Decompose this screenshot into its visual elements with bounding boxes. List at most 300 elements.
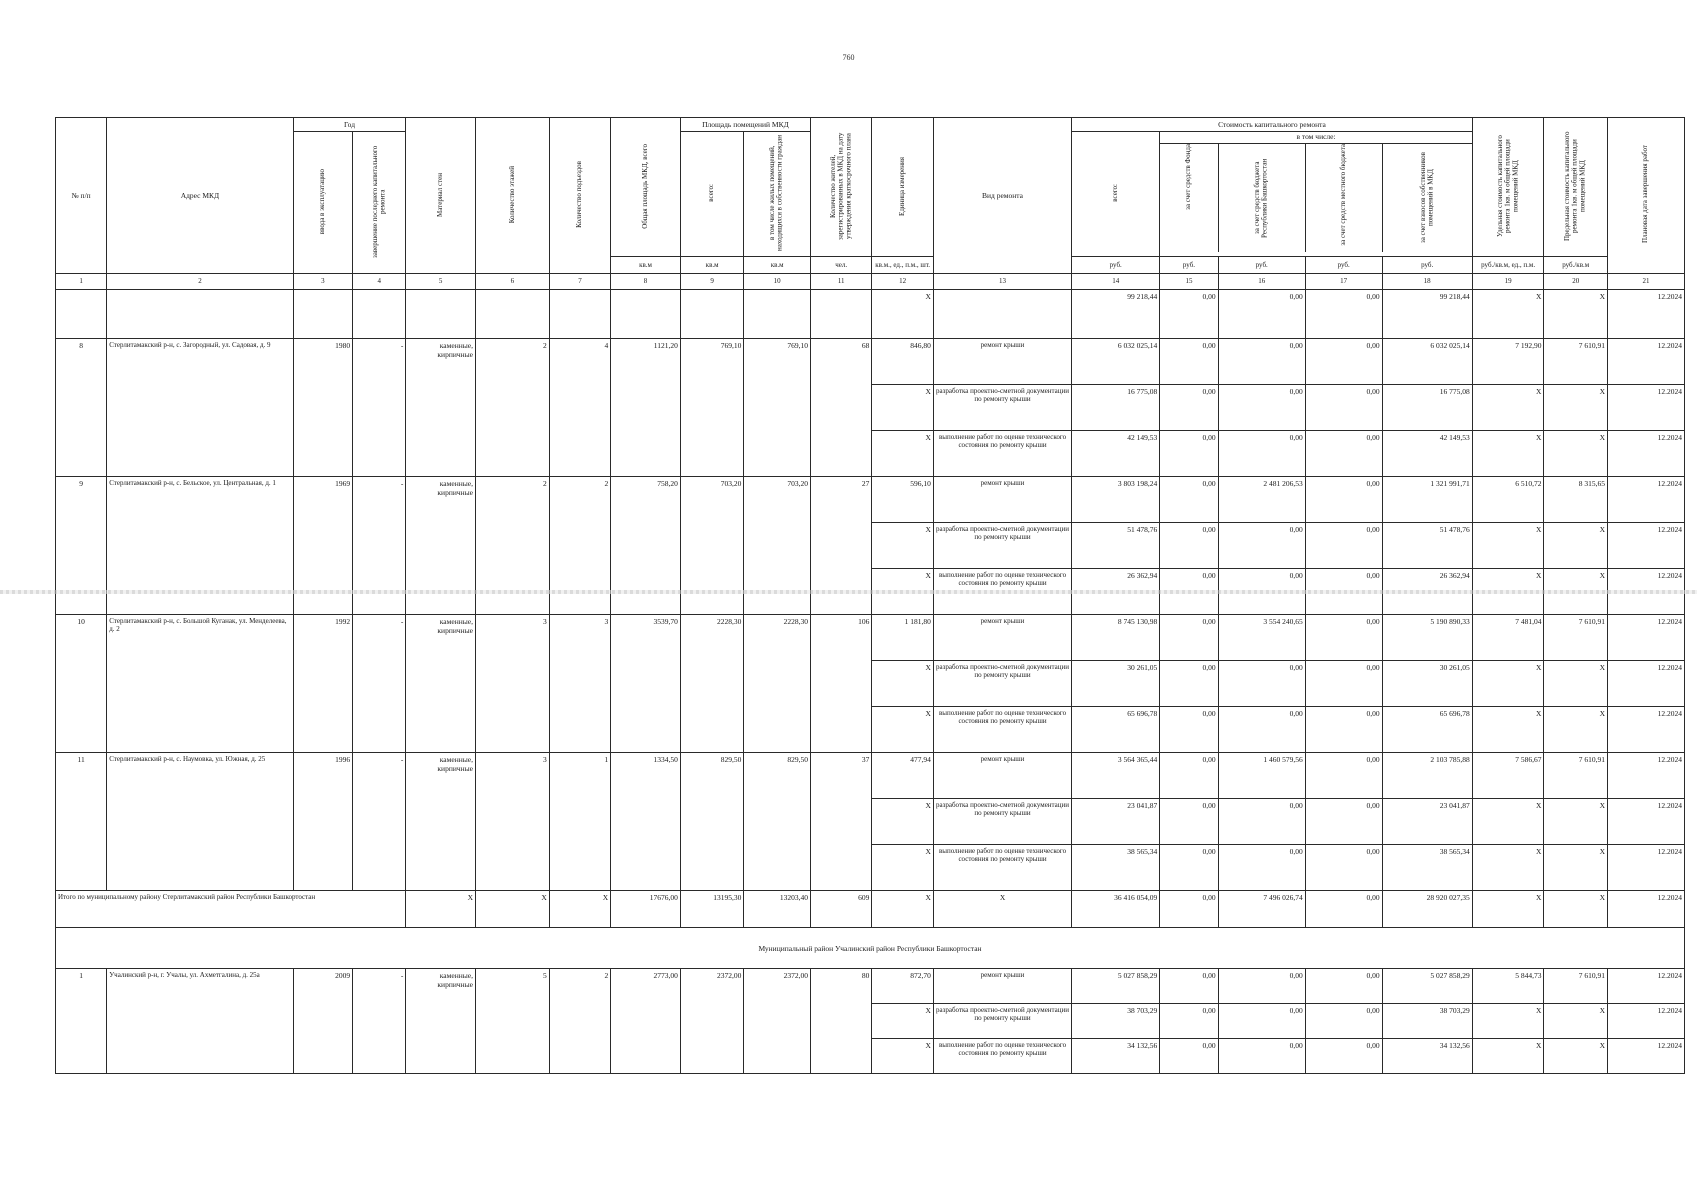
unit-cell: кв.м., ед., п.м., шт.: [872, 257, 933, 274]
entrances-cell: 2: [549, 969, 610, 1074]
total-fund-cell: 0,00: [1160, 891, 1218, 928]
cost-owners-cell: 51 478,76: [1382, 523, 1472, 569]
entrances-cell: 4: [549, 339, 610, 477]
year-repair-cell: -: [353, 615, 406, 753]
cost-local-cell: 0,00: [1305, 385, 1382, 431]
header-cost-group: Стоимость капитального ремонта: [1072, 118, 1473, 132]
column-number: 5: [406, 274, 476, 290]
cost-total-cell: 8 745 130,98: [1072, 615, 1160, 661]
floors-cell: 3: [476, 753, 550, 891]
table-body: [56, 290, 1685, 1074]
cost-total-cell: 3 564 365,44: [1072, 753, 1160, 799]
empty-cell: [611, 290, 681, 339]
cost-total-cell: 34 132,56: [1072, 1039, 1160, 1074]
unit-cell: руб.: [1305, 257, 1382, 274]
work-unit-cell: X: [872, 1004, 933, 1039]
header-year-last-repair: завершение последнего капитального ремонта: [353, 132, 406, 274]
table-row: [56, 753, 1685, 799]
limit-cost-cell: X: [1544, 845, 1608, 891]
cost-owners-cell: 42 149,53: [1382, 431, 1472, 477]
header-entrances: Количество подъездов: [549, 118, 610, 274]
cost-republic-cell: 0,00: [1218, 1004, 1305, 1039]
deadline-cell: 12.2024: [1607, 799, 1684, 845]
cost-fund-cell: 0,00: [1160, 431, 1218, 477]
cost-fund-cell: 0,00: [1160, 969, 1218, 1004]
header-wall-material: Материал стен: [406, 118, 476, 274]
cost-total-cell: 26 362,94: [1072, 569, 1160, 615]
cost-republic-cell: 0,00: [1218, 339, 1305, 385]
work-type-cell: ремонт крыши: [933, 477, 1071, 523]
header-premises-total: всего:: [680, 132, 744, 257]
total-total-cell: 36 416 054,09: [1072, 891, 1160, 928]
header-limit-cost: Предельная стоимость капитального ремонта 1кв. м общей площади помещений МКД: [1544, 118, 1608, 257]
deadline-cell: 12.2024: [1607, 523, 1684, 569]
column-number: 16: [1218, 274, 1305, 290]
entrances-cell: 2: [549, 477, 610, 615]
total-residents-cell: 609: [810, 891, 871, 928]
floors-cell: 2: [476, 339, 550, 477]
cost-total-cell: 23 041,87: [1072, 799, 1160, 845]
empty-cell: [476, 290, 550, 339]
cost-local-cell: 0,00: [1305, 707, 1382, 753]
cost-local-cell: 0,00: [1305, 290, 1382, 339]
cost-republic-cell: 0,00: [1218, 799, 1305, 845]
year-built-cell: 2009: [293, 969, 352, 1074]
deadline-cell: 12.2024: [1607, 431, 1684, 477]
cost-local-cell: 0,00: [1305, 799, 1382, 845]
cost-local-cell: 0,00: [1305, 1039, 1382, 1074]
deadline-cell: 12.2024: [1607, 1039, 1684, 1074]
cost-fund-cell: 0,00: [1160, 523, 1218, 569]
work-unit-cell: X: [872, 707, 933, 753]
cost-total-cell: 99 218,44: [1072, 290, 1160, 339]
header-year-commissioning: ввода в эксплуатацию: [293, 132, 352, 274]
total-area-cell: 3539,70: [611, 615, 681, 753]
premises-owned-cell: 703,20: [744, 477, 811, 615]
address-cell: Стерлитамакский р-н, с. Наумовка, ул. Южная, д. 25: [107, 753, 293, 891]
total-area-cell: 1334,50: [611, 753, 681, 891]
cost-total-cell: 6 032 025,14: [1072, 339, 1160, 385]
cost-total-cell: 65 696,78: [1072, 707, 1160, 753]
cost-republic-cell: 0,00: [1218, 569, 1305, 615]
work-type-cell: выполнение работ по оценке технического состояния по ремонту крыши: [933, 845, 1071, 891]
cost-owners-cell: 38 703,29: [1382, 1004, 1472, 1039]
work-type-cell: ремонт крыши: [933, 753, 1071, 799]
total-deadline-cell: 12.2024: [1607, 891, 1684, 928]
cost-owners-cell: 99 218,44: [1382, 290, 1472, 339]
cost-republic-cell: 0,00: [1218, 523, 1305, 569]
specific-cost-cell: X: [1472, 1039, 1544, 1074]
cost-local-cell: 0,00: [1305, 845, 1382, 891]
header-year-group: Год: [293, 118, 406, 132]
cost-republic-cell: 0,00: [1218, 385, 1305, 431]
cost-fund-cell: 0,00: [1160, 707, 1218, 753]
row-number-cell: 1: [56, 969, 107, 1074]
specific-cost-cell: X: [1472, 707, 1544, 753]
deadline-cell: 12.2024: [1607, 477, 1684, 523]
total-total-area-cell: 17676,00: [611, 891, 681, 928]
year-built-cell: 1996: [293, 753, 352, 891]
floors-cell: 5: [476, 969, 550, 1074]
row-number-cell: 9: [56, 477, 107, 615]
premises-owned-cell: 2228,30: [744, 615, 811, 753]
column-number: 8: [611, 274, 681, 290]
cost-fund-cell: 0,00: [1160, 845, 1218, 891]
limit-cost-cell: X: [1544, 1004, 1608, 1039]
premises-total-cell: 703,20: [680, 477, 744, 615]
specific-cost-cell: 5 844,73: [1472, 969, 1544, 1004]
work-unit-cell: X: [872, 799, 933, 845]
header-cost-local: за счет средств местного бюджета: [1306, 144, 1383, 252]
cost-owners-cell: 16 775,08: [1382, 385, 1472, 431]
year-built-cell: 1980: [293, 339, 352, 477]
specific-cost-cell: X: [1472, 431, 1544, 477]
column-number: 2: [107, 274, 293, 290]
cost-local-cell: 0,00: [1305, 339, 1382, 385]
unit-cell: руб.: [1382, 257, 1472, 274]
premises-owned-cell: 769,10: [744, 339, 811, 477]
work-type-cell: выполнение работ по оценке технического состояния по ремонту крыши: [933, 707, 1071, 753]
empty-cell: [744, 290, 811, 339]
work-type-cell: ремонт крыши: [933, 615, 1071, 661]
work-unit-cell: 846,80: [872, 339, 933, 385]
deadline-cell: 12.2024: [1607, 290, 1684, 339]
limit-cost-cell: X: [1544, 799, 1608, 845]
deadline-cell: 12.2024: [1607, 753, 1684, 799]
cost-total-cell: 38 703,29: [1072, 1004, 1160, 1039]
cost-fund-cell: 0,00: [1160, 799, 1218, 845]
limit-cost-cell: X: [1544, 707, 1608, 753]
section-row: [56, 928, 1685, 969]
column-number-row: [56, 274, 1685, 290]
cost-total-cell: 16 775,08: [1072, 385, 1160, 431]
column-number: 15: [1160, 274, 1218, 290]
limit-cost-cell: 7 610,91: [1544, 753, 1608, 799]
work-type-cell: выполнение работ по оценке технического состояния по ремонту крыши: [933, 1039, 1071, 1074]
deadline-cell: 12.2024: [1607, 707, 1684, 753]
deadline-cell: 12.2024: [1607, 569, 1684, 615]
total-limit-cell: X: [1544, 891, 1608, 928]
row-number-cell: 10: [56, 615, 107, 753]
address-cell: Стерлитамакский р-н, с. Загородный, ул. Садовая, д. 9: [107, 339, 293, 477]
total-label-cell: Итого по муниципальному району Стерлитамакский район Республики Башкортостан: [56, 891, 406, 928]
cost-fund-cell: 0,00: [1160, 290, 1218, 339]
specific-cost-cell: X: [1472, 385, 1544, 431]
specific-cost-cell: 6 510,72: [1472, 477, 1544, 523]
work-unit-cell: 872,70: [872, 969, 933, 1004]
work-unit-cell: 596,10: [872, 477, 933, 523]
total-area-cell: 2773,00: [611, 969, 681, 1074]
cost-fund-cell: 0,00: [1160, 477, 1218, 523]
work-unit-cell: X: [872, 1039, 933, 1074]
empty-cell: [107, 290, 293, 339]
page-number: 760: [842, 53, 855, 62]
cost-fund-cell: 0,00: [1160, 1004, 1218, 1039]
wall-material-cell: каменные, кирпичные: [406, 753, 476, 891]
header-repair-type: Вид ремонта: [933, 118, 1071, 274]
limit-cost-cell: 7 610,91: [1544, 339, 1608, 385]
cost-total-cell: 30 261,05: [1072, 661, 1160, 707]
cost-republic-cell: 2 481 206,53: [1218, 477, 1305, 523]
cost-owners-cell: 26 362,94: [1382, 569, 1472, 615]
work-unit-cell: 477,94: [872, 753, 933, 799]
year-repair-cell: -: [353, 753, 406, 891]
work-unit-cell: X: [872, 431, 933, 477]
residents-cell: 37: [810, 753, 871, 891]
column-number: 13: [933, 274, 1071, 290]
limit-cost-cell: X: [1544, 661, 1608, 707]
unit-cell: руб.: [1218, 257, 1305, 274]
work-unit-cell: X: [872, 845, 933, 891]
total-republic-cell: 7 496 026,74: [1218, 891, 1305, 928]
residents-cell: 80: [810, 969, 871, 1074]
specific-cost-cell: X: [1472, 523, 1544, 569]
specific-cost-cell: X: [1472, 569, 1544, 615]
capital-repair-table: [55, 117, 1685, 1074]
cost-owners-cell: 5 027 858,29: [1382, 969, 1472, 1004]
work-unit-cell: X: [872, 385, 933, 431]
deadline-cell: 12.2024: [1607, 385, 1684, 431]
column-number: 9: [680, 274, 744, 290]
specific-cost-cell: 7 481,04: [1472, 615, 1544, 661]
cost-local-cell: 0,00: [1305, 569, 1382, 615]
work-type-cell: разработка проектно-сметной документации по ремонту крыши: [933, 1004, 1071, 1039]
total-row: [56, 891, 1685, 928]
table-row: [56, 339, 1685, 385]
limit-cost-cell: 7 610,91: [1544, 615, 1608, 661]
residents-cell: 68: [810, 339, 871, 477]
total-premises-owned-cell: 13203,40: [744, 891, 811, 928]
cost-local-cell: 0,00: [1305, 753, 1382, 799]
unit-cell: руб.: [1072, 257, 1160, 274]
cost-republic-cell: 0,00: [1218, 661, 1305, 707]
scan-streak: [0, 590, 1697, 594]
header-premises-area-group: Площадь помещений МКД: [680, 118, 810, 132]
column-number: 11: [810, 274, 871, 290]
total-type-cell: X: [933, 891, 1071, 928]
column-number: 4: [353, 274, 406, 290]
work-type-cell: разработка проектно-сметной документации по ремонту крыши: [933, 661, 1071, 707]
work-type-cell: разработка проектно-сметной документации по ремонту крыши: [933, 385, 1071, 431]
table-row: [56, 969, 1685, 1004]
cost-republic-cell: 0,00: [1218, 290, 1305, 339]
cost-republic-cell: 0,00: [1218, 1039, 1305, 1074]
specific-cost-cell: X: [1472, 661, 1544, 707]
work-type-cell: [933, 290, 1071, 339]
header-cost-total: всего:: [1072, 132, 1160, 257]
empty-cell: [56, 290, 107, 339]
unit-cell: кв.м: [680, 257, 744, 274]
column-number: 17: [1305, 274, 1382, 290]
header-cost-republic: за счет средств бюджета Республики Башкортостан: [1219, 144, 1306, 252]
work-type-cell: выполнение работ по оценке технического состояния по ремонту крыши: [933, 569, 1071, 615]
limit-cost-cell: 7 610,91: [1544, 969, 1608, 1004]
deadline-cell: 12.2024: [1607, 845, 1684, 891]
premises-owned-cell: 2372,00: [744, 969, 811, 1074]
cost-owners-cell: 23 041,87: [1382, 799, 1472, 845]
premises-total-cell: 769,10: [680, 339, 744, 477]
deadline-cell: 12.2024: [1607, 339, 1684, 385]
row-number-cell: 11: [56, 753, 107, 891]
floors-cell: 3: [476, 615, 550, 753]
cost-total-cell: 5 027 858,29: [1072, 969, 1160, 1004]
total-local-cell: 0,00: [1305, 891, 1382, 928]
cost-owners-cell: 1 321 991,71: [1382, 477, 1472, 523]
limit-cost-cell: 8 315,65: [1544, 477, 1608, 523]
column-number: 19: [1472, 274, 1544, 290]
work-type-cell: разработка проектно-сметной документации по ремонту крыши: [933, 799, 1071, 845]
cost-owners-cell: 38 565,34: [1382, 845, 1472, 891]
cost-total-cell: 42 149,53: [1072, 431, 1160, 477]
header-unit-measure: Единица измерения: [872, 118, 933, 257]
premises-owned-cell: 829,50: [744, 753, 811, 891]
cost-fund-cell: 0,00: [1160, 339, 1218, 385]
column-number: 21: [1607, 274, 1684, 290]
wall-material-cell: каменные, кирпичные: [406, 477, 476, 615]
unit-cell: кв.м: [611, 257, 681, 274]
cost-total-cell: 38 565,34: [1072, 845, 1160, 891]
premises-total-cell: 829,50: [680, 753, 744, 891]
cost-local-cell: 0,00: [1305, 477, 1382, 523]
column-number: 12: [872, 274, 933, 290]
cost-republic-cell: 0,00: [1218, 707, 1305, 753]
cost-fund-cell: 0,00: [1160, 661, 1218, 707]
limit-cost-cell: X: [1544, 569, 1608, 615]
header-premises-owned: в том числе жилых помещений, находящихся в собственности граждан: [744, 132, 811, 257]
empty-cell: [353, 290, 406, 339]
limit-cost-cell: X: [1544, 1039, 1608, 1074]
empty-cell: [549, 290, 610, 339]
header-specific-cost: Удельная стоимость капитального ремонта 1кв. м общей площади помещений МКД: [1472, 118, 1544, 257]
cost-local-cell: 0,00: [1305, 523, 1382, 569]
table-row: [56, 290, 1685, 339]
cost-fund-cell: 0,00: [1160, 569, 1218, 615]
residents-cell: 27: [810, 477, 871, 615]
column-number: 7: [549, 274, 610, 290]
address-cell: Учалинский р-н, г. Учалы, ул. Ахметгалина, д. 25а: [107, 969, 293, 1074]
work-type-cell: ремонт крыши: [933, 339, 1071, 385]
work-type-cell: выполнение работ по оценке технического состояния по ремонту крыши: [933, 431, 1071, 477]
work-unit-cell: X: [872, 569, 933, 615]
deadline-cell: 12.2024: [1607, 661, 1684, 707]
year-built-cell: 1992: [293, 615, 352, 753]
total-area-cell: 758,20: [611, 477, 681, 615]
deadline-cell: 12.2024: [1607, 1004, 1684, 1039]
year-built-cell: 1969: [293, 477, 352, 615]
column-number: 3: [293, 274, 352, 290]
header-residents: Количество жителей, зарегистрированных в МКД на дату утверждения краткосрочного плана: [810, 118, 871, 257]
table-row: [56, 615, 1685, 661]
specific-cost-cell: X: [1472, 1004, 1544, 1039]
cost-republic-cell: 3 554 240,65: [1218, 615, 1305, 661]
work-unit-cell: X: [872, 523, 933, 569]
column-number: 10: [744, 274, 811, 290]
header-row-no: № п/п: [56, 118, 107, 274]
specific-cost-cell: 7 192,90: [1472, 339, 1544, 385]
cost-total-cell: 51 478,76: [1072, 523, 1160, 569]
work-unit-cell: X: [872, 290, 933, 339]
cost-republic-cell: 0,00: [1218, 969, 1305, 1004]
cost-owners-cell: 65 696,78: [1382, 707, 1472, 753]
work-unit-cell: 1 181,80: [872, 615, 933, 661]
column-number: 1: [56, 274, 107, 290]
total-floors-cell: X: [476, 891, 550, 928]
specific-cost-cell: X: [1472, 845, 1544, 891]
cost-total-cell: 3 803 198,24: [1072, 477, 1160, 523]
deadline-cell: 12.2024: [1607, 615, 1684, 661]
limit-cost-cell: X: [1544, 431, 1608, 477]
premises-total-cell: 2228,30: [680, 615, 744, 753]
header-floors: Количество этажей: [476, 118, 550, 274]
header-address: Адрес МКД: [107, 118, 293, 274]
year-repair-cell: -: [353, 969, 406, 1074]
cost-fund-cell: 0,00: [1160, 385, 1218, 431]
column-number: 14: [1072, 274, 1160, 290]
limit-cost-cell: X: [1544, 290, 1608, 339]
header-cost-including-group: [1160, 132, 1473, 257]
entrances-cell: 1: [549, 753, 610, 891]
cost-local-cell: 0,00: [1305, 431, 1382, 477]
premises-total-cell: 2372,00: [680, 969, 744, 1074]
year-repair-cell: -: [353, 339, 406, 477]
cost-local-cell: 0,00: [1305, 1004, 1382, 1039]
total-specific-cell: X: [1472, 891, 1544, 928]
empty-cell: [680, 290, 744, 339]
cost-local-cell: 0,00: [1305, 969, 1382, 1004]
deadline-cell: 12.2024: [1607, 969, 1684, 1004]
unit-cell: руб.: [1160, 257, 1218, 274]
unit-cell: чел.: [810, 257, 871, 274]
specific-cost-cell: X: [1472, 290, 1544, 339]
total-premises-total-cell: 13195,30: [680, 891, 744, 928]
wall-material-cell: каменные, кирпичные: [406, 969, 476, 1074]
cost-local-cell: 0,00: [1305, 615, 1382, 661]
unit-cell: руб./кв.м, ед., п.м.: [1472, 257, 1544, 274]
address-cell: Стерлитамакский р-н, с. Большой Куганак, ул. Менделеева, д. 2: [107, 615, 293, 753]
cost-owners-cell: 30 261,05: [1382, 661, 1472, 707]
floors-cell: 2: [476, 477, 550, 615]
column-number: 18: [1382, 274, 1472, 290]
limit-cost-cell: X: [1544, 385, 1608, 431]
residents-cell: 106: [810, 615, 871, 753]
cost-fund-cell: 0,00: [1160, 615, 1218, 661]
cost-owners-cell: 5 190 890,33: [1382, 615, 1472, 661]
address-cell: Стерлитамакский р-н, с. Бельское, ул. Центральная, д. 1: [107, 477, 293, 615]
table-row: [56, 477, 1685, 523]
cost-local-cell: 0,00: [1305, 661, 1382, 707]
work-unit-cell: X: [872, 661, 933, 707]
empty-cell: [810, 290, 871, 339]
cost-owners-cell: 2 103 785,88: [1382, 753, 1472, 799]
cost-fund-cell: 0,00: [1160, 753, 1218, 799]
cost-republic-cell: 1 460 579,56: [1218, 753, 1305, 799]
cost-owners-cell: 6 032 025,14: [1382, 339, 1472, 385]
unit-cell: кв.м: [744, 257, 811, 274]
cost-owners-cell: 34 132,56: [1382, 1039, 1472, 1074]
column-number: 6: [476, 274, 550, 290]
cost-fund-cell: 0,00: [1160, 1039, 1218, 1074]
wall-material-cell: каменные, кирпичные: [406, 339, 476, 477]
total-material-cell: X: [406, 891, 476, 928]
cost-republic-cell: 0,00: [1218, 845, 1305, 891]
specific-cost-cell: 7 586,67: [1472, 753, 1544, 799]
total-owners-cell: 28 920 027,35: [1382, 891, 1472, 928]
header-cost-including: в том числе:: [1160, 132, 1472, 144]
work-type-cell: ремонт крыши: [933, 969, 1071, 1004]
total-area-cell: 1121,20: [611, 339, 681, 477]
entrances-cell: 3: [549, 615, 610, 753]
header-deadline: Плановая дата завершения работ: [1607, 118, 1684, 274]
